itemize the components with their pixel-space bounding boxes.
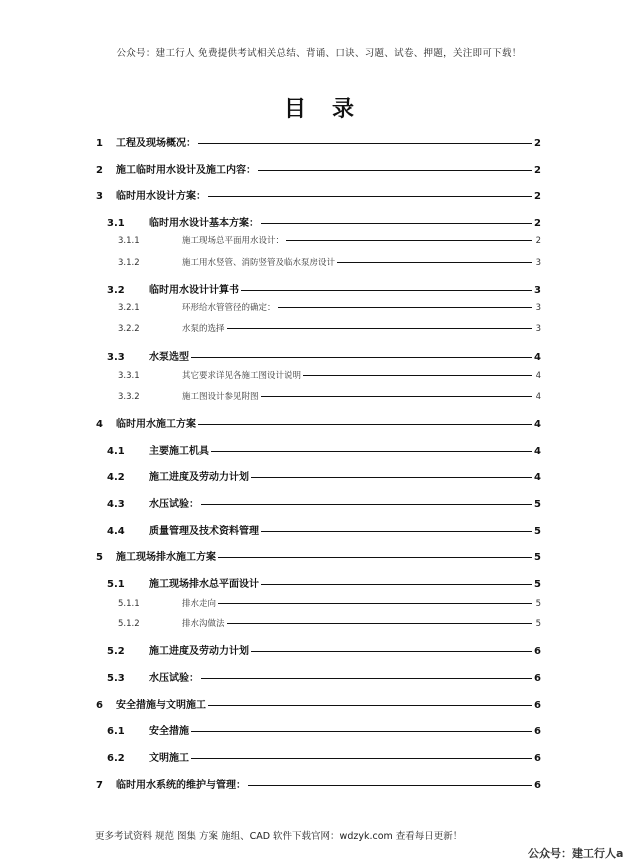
toc-page: 4 bbox=[534, 352, 541, 363]
toc-text: 其它要求详见各施工图设计说明 bbox=[182, 371, 302, 381]
toc-leader bbox=[208, 196, 532, 197]
toc-page: 2 bbox=[534, 191, 541, 202]
toc-entry-3-2-1[interactable] bbox=[118, 301, 541, 313]
toc-number: 3.1.1 bbox=[118, 236, 140, 246]
toc-number: 4.3 bbox=[107, 499, 125, 510]
toc-entry-3-2-2[interactable] bbox=[118, 322, 541, 334]
toc-entry-3-3[interactable] bbox=[107, 348, 541, 363]
toc-text: 文明施工 bbox=[149, 753, 189, 764]
toc-entry-3[interactable] bbox=[96, 187, 541, 202]
toc-entry-5-1-1[interactable] bbox=[118, 597, 541, 609]
toc-text: 施工临时用水设计及施工内容： bbox=[116, 165, 256, 176]
toc-leader bbox=[251, 477, 532, 478]
toc-entry-3-1-2[interactable] bbox=[118, 256, 541, 268]
toc-text: 排水走向 bbox=[182, 599, 217, 609]
toc-page: 6 bbox=[534, 700, 541, 711]
toc-leader bbox=[191, 758, 532, 759]
toc-text: 安全措施 bbox=[149, 726, 189, 737]
toc-number: 2 bbox=[96, 165, 103, 176]
toc-number: 7 bbox=[96, 780, 103, 791]
toc-page: 5 bbox=[534, 579, 541, 590]
toc-page: 4 bbox=[535, 392, 541, 402]
toc-leader bbox=[201, 678, 532, 679]
toc-number: 5 bbox=[96, 552, 103, 563]
toc-text: 环形给水管管径的确定： bbox=[182, 303, 276, 313]
toc-leader bbox=[218, 557, 532, 558]
toc-leader bbox=[258, 170, 532, 171]
toc-entry-5-3[interactable] bbox=[107, 669, 541, 684]
toc-text: 施工图设计参见附图 bbox=[182, 392, 259, 402]
toc-leader bbox=[251, 651, 532, 652]
header-note: 公众号：建工行人 免费提供考试相关总结、背诵、口诀、习题、试卷、押题，关注即可下载！ bbox=[116, 48, 522, 59]
toc-leader bbox=[198, 143, 532, 144]
toc-number: 6.2 bbox=[107, 753, 125, 764]
toc-entry-5-1-2[interactable] bbox=[118, 617, 541, 629]
toc-number: 6.1 bbox=[107, 726, 125, 737]
toc-entry-6-2[interactable] bbox=[107, 749, 541, 764]
toc-text: 临时用水设计基本方案： bbox=[149, 218, 259, 229]
toc-number: 3.1.2 bbox=[118, 258, 140, 268]
toc-leader bbox=[191, 357, 532, 358]
toc-page: 5 bbox=[535, 599, 541, 609]
watermark: 公众号：建工行人a bbox=[528, 847, 624, 860]
toc-page: 6 bbox=[534, 646, 541, 657]
toc-leader bbox=[337, 262, 532, 263]
toc-page: 5 bbox=[535, 619, 541, 629]
toc-entry-3-1[interactable] bbox=[107, 214, 541, 229]
toc-text: 施工现场排水总平面设计 bbox=[149, 579, 259, 590]
toc-entry-5[interactable] bbox=[96, 548, 541, 563]
toc-entry-3-3-2[interactable] bbox=[118, 390, 541, 402]
toc-number: 3.2.2 bbox=[118, 324, 140, 334]
toc-number: 3.3 bbox=[107, 352, 125, 363]
toc-number: 6 bbox=[96, 700, 103, 711]
toc-text: 水泵的选择 bbox=[182, 324, 225, 334]
toc-text: 水压试验： bbox=[149, 673, 199, 684]
toc-text: 水压试验： bbox=[149, 499, 199, 510]
toc-leader bbox=[201, 504, 532, 505]
toc-number: 3 bbox=[96, 191, 103, 202]
toc-leader bbox=[241, 290, 532, 291]
toc-page: 3 bbox=[534, 285, 541, 296]
toc-entry-4-4[interactable] bbox=[107, 522, 541, 537]
toc-page: 3 bbox=[535, 324, 541, 334]
toc-leader bbox=[208, 705, 532, 706]
toc-text: 主要施工机具 bbox=[149, 446, 209, 457]
toc-number: 3.1 bbox=[107, 218, 125, 229]
toc-page: 3 bbox=[535, 258, 541, 268]
toc-entry-4[interactable] bbox=[96, 415, 541, 430]
toc-text: 安全措施与文明施工 bbox=[116, 700, 206, 711]
toc-page: 6 bbox=[534, 780, 541, 791]
toc-entry-5-1[interactable] bbox=[107, 575, 541, 590]
toc-text: 施工现场总平面用水设计： bbox=[182, 236, 285, 246]
footer-note: 更多考试资料 规范 图集 方案 施组、CAD 软件下载官网：wdzyk.com 查看每日更新！ bbox=[95, 831, 463, 842]
toc-page: 2 bbox=[535, 236, 541, 246]
toc-page: 2 bbox=[534, 218, 541, 229]
toc-page: 5 bbox=[534, 499, 541, 510]
toc-leader bbox=[191, 731, 532, 732]
toc-page: 2 bbox=[534, 138, 541, 149]
toc-entry-2[interactable] bbox=[96, 161, 541, 176]
toc-entry-6-1[interactable] bbox=[107, 722, 541, 737]
toc-leader bbox=[218, 603, 532, 604]
toc-entry-5-2[interactable] bbox=[107, 642, 541, 657]
toc-page: 4 bbox=[534, 419, 541, 430]
toc-text: 施工现场排水施工方案 bbox=[116, 552, 216, 563]
toc-number: 5.2 bbox=[107, 646, 125, 657]
toc-text: 工程及现场概况： bbox=[116, 138, 196, 149]
toc-page: 4 bbox=[535, 371, 541, 381]
toc-number: 4 bbox=[96, 419, 103, 430]
toc-number: 5.3 bbox=[107, 673, 125, 684]
toc-number: 5.1 bbox=[107, 579, 125, 590]
toc-leader bbox=[248, 785, 532, 786]
toc-leader bbox=[261, 223, 532, 224]
toc-leader bbox=[286, 240, 532, 241]
toc-number: 5.1.2 bbox=[118, 619, 140, 629]
toc-page: 4 bbox=[534, 472, 541, 483]
toc-text: 水泵选型 bbox=[149, 352, 189, 363]
page-title: 目录 bbox=[283, 96, 380, 122]
toc-number: 3.3.2 bbox=[118, 392, 140, 402]
toc-entry-3-3-1[interactable] bbox=[118, 369, 541, 381]
toc-entry-4-1[interactable] bbox=[107, 442, 541, 457]
toc-text: 临时用水设计计算书 bbox=[149, 285, 239, 296]
toc-text: 临时用水系统的维护与管理： bbox=[116, 780, 246, 791]
toc-text: 质量管理及技术资料管理 bbox=[149, 526, 259, 537]
toc-entry-3-2[interactable] bbox=[107, 281, 541, 296]
toc-number: 3.3.1 bbox=[118, 371, 140, 381]
toc-number: 5.1.1 bbox=[118, 599, 140, 609]
toc-page: 3 bbox=[535, 303, 541, 313]
toc-page: 5 bbox=[534, 552, 541, 563]
toc-number: 4.2 bbox=[107, 472, 125, 483]
toc-text: 施工用水竖管、消防竖管及临水泵房设计 bbox=[182, 258, 336, 268]
toc-page: 2 bbox=[534, 165, 541, 176]
toc-text: 排水沟做法 bbox=[182, 619, 225, 629]
toc-number: 1 bbox=[96, 138, 103, 149]
toc-page: 5 bbox=[534, 526, 541, 537]
toc-number: 3.2.1 bbox=[118, 303, 140, 313]
toc-entry-1[interactable] bbox=[96, 134, 541, 149]
toc-leader bbox=[261, 396, 532, 397]
toc-page: 6 bbox=[534, 726, 541, 737]
toc-entry-3-1-1[interactable] bbox=[118, 234, 541, 246]
toc-leader bbox=[303, 375, 532, 376]
toc-leader bbox=[227, 623, 532, 624]
toc-entry-4-2[interactable] bbox=[107, 468, 541, 483]
toc-number: 3.2 bbox=[107, 285, 125, 296]
toc-leader bbox=[261, 584, 532, 585]
toc-number: 4.4 bbox=[107, 526, 125, 537]
toc-text: 施工进度及劳动力计划 bbox=[149, 646, 249, 657]
toc-page: 6 bbox=[534, 673, 541, 684]
toc-text: 临时用水施工方案 bbox=[116, 419, 196, 430]
toc-text: 临时用水设计方案： bbox=[116, 191, 206, 202]
toc-entry-7[interactable] bbox=[96, 776, 541, 791]
toc-page: 6 bbox=[534, 753, 541, 764]
toc-text: 施工进度及劳动力计划 bbox=[149, 472, 249, 483]
toc-leader bbox=[211, 451, 532, 452]
toc-entry-6[interactable] bbox=[96, 696, 541, 711]
toc-leader bbox=[227, 328, 532, 329]
toc-number: 4.1 bbox=[107, 446, 125, 457]
toc-leader bbox=[278, 307, 532, 308]
toc-leader bbox=[198, 424, 532, 425]
toc-page: 4 bbox=[534, 446, 541, 457]
toc-entry-4-3[interactable] bbox=[107, 495, 541, 510]
toc-leader bbox=[261, 531, 532, 532]
